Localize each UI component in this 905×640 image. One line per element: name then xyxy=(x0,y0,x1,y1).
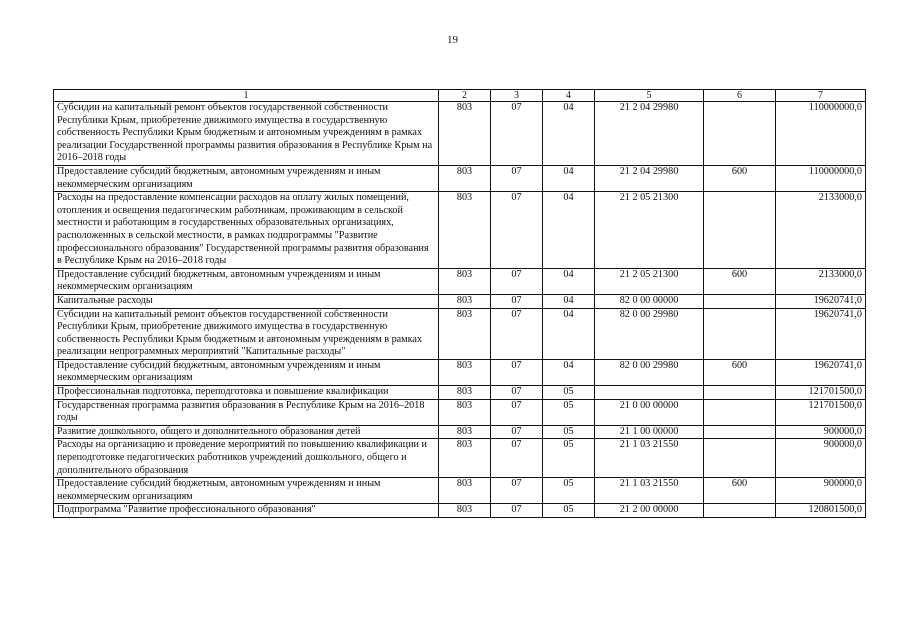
table-body xyxy=(54,102,866,518)
column-header: 6 xyxy=(704,90,776,102)
section-code-cell: 07 xyxy=(491,399,543,425)
admin-code-cell: 803 xyxy=(439,504,491,518)
target-article-cell: 82 0 00 29980 xyxy=(595,308,704,359)
amount-cell: 900000,0 xyxy=(776,478,866,504)
target-article-cell: 82 0 00 00000 xyxy=(595,294,704,308)
amount-cell: 2133000,0 xyxy=(776,192,866,269)
table-row xyxy=(54,359,866,385)
admin-code-cell: 803 xyxy=(439,399,491,425)
expense-type-cell xyxy=(704,399,776,425)
subsection-code-cell: 04 xyxy=(543,102,595,166)
expense-type-cell xyxy=(704,425,776,439)
row-name-cell: Предоставление субсидий бюджетным, автономным учреждениям и иным некоммерческим организациям xyxy=(54,268,439,294)
subsection-code-cell: 04 xyxy=(543,359,595,385)
target-article-cell: 21 0 00 00000 xyxy=(595,399,704,425)
target-article-cell: 21 1 03 21550 xyxy=(595,439,704,478)
row-name-cell: Подпрограмма "Развитие профессионального образования" xyxy=(54,504,439,518)
page-number: 19 xyxy=(447,34,458,46)
expense-type-cell xyxy=(704,386,776,400)
expense-type-cell xyxy=(704,294,776,308)
expense-type-cell xyxy=(704,504,776,518)
amount-cell: 900000,0 xyxy=(776,439,866,478)
amount-cell: 110000000,0 xyxy=(776,165,866,191)
amount-cell: 900000,0 xyxy=(776,425,866,439)
table-row xyxy=(54,425,866,439)
subsection-code-cell: 04 xyxy=(543,165,595,191)
expense-type-cell xyxy=(704,439,776,478)
column-header: 2 xyxy=(439,90,491,102)
row-name-cell: Предоставление субсидий бюджетным, автономным учреждениям и иным некоммерческим организациям xyxy=(54,478,439,504)
section-code-cell: 07 xyxy=(491,268,543,294)
table-row xyxy=(54,102,866,166)
row-name-cell: Предоставление субсидий бюджетным, автономным учреждениям и иным некоммерческим организациям xyxy=(54,165,439,191)
admin-code-cell: 803 xyxy=(439,359,491,385)
section-code-cell: 07 xyxy=(491,439,543,478)
table-row xyxy=(54,308,866,359)
row-name-cell: Профессиональная подготовка, переподготовка и повышение квалификации xyxy=(54,386,439,400)
amount-cell: 121701500,0 xyxy=(776,399,866,425)
section-code-cell: 07 xyxy=(491,102,543,166)
admin-code-cell: 803 xyxy=(439,102,491,166)
admin-code-cell: 803 xyxy=(439,192,491,269)
target-article-cell: 21 2 05 21300 xyxy=(595,268,704,294)
subsection-code-cell: 04 xyxy=(543,294,595,308)
expense-type-cell: 600 xyxy=(704,359,776,385)
target-article-cell: 21 1 00 00000 xyxy=(595,425,704,439)
section-code-cell: 07 xyxy=(491,425,543,439)
row-name-cell: Расходы на организацию и проведение мероприятий по повышению квалификации и переподготовке педагогических работников учреждений дошкольного, общего и дополнительного образования xyxy=(54,439,439,478)
target-article-cell: 21 2 04 29980 xyxy=(595,165,704,191)
subsection-code-cell: 05 xyxy=(543,399,595,425)
target-article-cell: 21 1 03 21550 xyxy=(595,478,704,504)
table-row xyxy=(54,504,866,518)
header-row xyxy=(54,90,866,102)
column-header: 3 xyxy=(491,90,543,102)
table-row xyxy=(54,386,866,400)
subsection-code-cell: 05 xyxy=(543,425,595,439)
row-name-cell: Расходы на предоставление компенсации расходов на оплату жилых помещений, отопления и освещения педагогическим работникам, проживающим в сельской местности и работающим в государственных образовательных организациях, расположенных в сельской местности, в рамках подпрограммы "Развитие профессионального образования" Государственной программы развития образования в Республике Крым на 2016–2018 годы xyxy=(54,192,439,269)
target-article-cell xyxy=(595,386,704,400)
amount-cell: 121701500,0 xyxy=(776,386,866,400)
table-row xyxy=(54,192,866,269)
admin-code-cell: 803 xyxy=(439,165,491,191)
admin-code-cell: 803 xyxy=(439,268,491,294)
section-code-cell: 07 xyxy=(491,294,543,308)
subsection-code-cell: 04 xyxy=(543,192,595,269)
admin-code-cell: 803 xyxy=(439,386,491,400)
target-article-cell: 82 0 00 29980 xyxy=(595,359,704,385)
row-name-cell: Развитие дошкольного, общего и дополнительного образования детей xyxy=(54,425,439,439)
amount-cell: 2133000,0 xyxy=(776,268,866,294)
budget-table xyxy=(53,89,866,518)
admin-code-cell: 803 xyxy=(439,478,491,504)
expense-type-cell: 600 xyxy=(704,268,776,294)
amount-cell: 19620741,0 xyxy=(776,294,866,308)
subsection-code-cell: 04 xyxy=(543,268,595,294)
row-name-cell: Субсидии на капитальный ремонт объектов государственной собственности Республики Крым, приобретение движимого имущества в государственную собственность Республики Крым бюджетным и автономным учреждениям в рамках реализации непрограммных мероприятий "Капитальные расходы" xyxy=(54,308,439,359)
column-header: 1 xyxy=(54,90,439,102)
subsection-code-cell: 05 xyxy=(543,386,595,400)
column-header: 4 xyxy=(543,90,595,102)
admin-code-cell: 803 xyxy=(439,425,491,439)
admin-code-cell: 803 xyxy=(439,294,491,308)
table-row xyxy=(54,399,866,425)
column-header: 5 xyxy=(595,90,704,102)
section-code-cell: 07 xyxy=(491,165,543,191)
subsection-code-cell: 04 xyxy=(543,308,595,359)
amount-cell: 120801500,0 xyxy=(776,504,866,518)
column-header: 7 xyxy=(776,90,866,102)
target-article-cell: 21 2 00 00000 xyxy=(595,504,704,518)
section-code-cell: 07 xyxy=(491,308,543,359)
expense-type-cell: 600 xyxy=(704,478,776,504)
amount-cell: 19620741,0 xyxy=(776,308,866,359)
expense-type-cell xyxy=(704,192,776,269)
expense-type-cell xyxy=(704,308,776,359)
table-row xyxy=(54,268,866,294)
subsection-code-cell: 05 xyxy=(543,504,595,518)
row-name-cell: Субсидии на капитальный ремонт объектов государственной собственности Республики Крым, приобретение движимого имущества в государственную собственность Республики Крым бюджетным и автономным учреждениям в рамках реализации Государственной программы развития образования в Республике Крым на 2016–2018 годы xyxy=(54,102,439,166)
section-code-cell: 07 xyxy=(491,359,543,385)
row-name-cell: Государственная программа развития образования в Республике Крым на 2016–2018 годы xyxy=(54,399,439,425)
section-code-cell: 07 xyxy=(491,386,543,400)
section-code-cell: 07 xyxy=(491,478,543,504)
row-name-cell: Капитальные расходы xyxy=(54,294,439,308)
amount-cell: 110000000,0 xyxy=(776,102,866,166)
section-code-cell: 07 xyxy=(491,192,543,269)
admin-code-cell: 803 xyxy=(439,308,491,359)
subsection-code-cell: 05 xyxy=(543,439,595,478)
subsection-code-cell: 05 xyxy=(543,478,595,504)
section-code-cell: 07 xyxy=(491,504,543,518)
target-article-cell: 21 2 05 21300 xyxy=(595,192,704,269)
amount-cell: 19620741,0 xyxy=(776,359,866,385)
table-row xyxy=(54,478,866,504)
table-row xyxy=(54,439,866,478)
row-name-cell: Предоставление субсидий бюджетным, автономным учреждениям и иным некоммерческим организациям xyxy=(54,359,439,385)
table-row xyxy=(54,165,866,191)
table-row xyxy=(54,294,866,308)
admin-code-cell: 803 xyxy=(439,439,491,478)
expense-type-cell xyxy=(704,102,776,166)
target-article-cell: 21 2 04 29980 xyxy=(595,102,704,166)
expense-type-cell: 600 xyxy=(704,165,776,191)
